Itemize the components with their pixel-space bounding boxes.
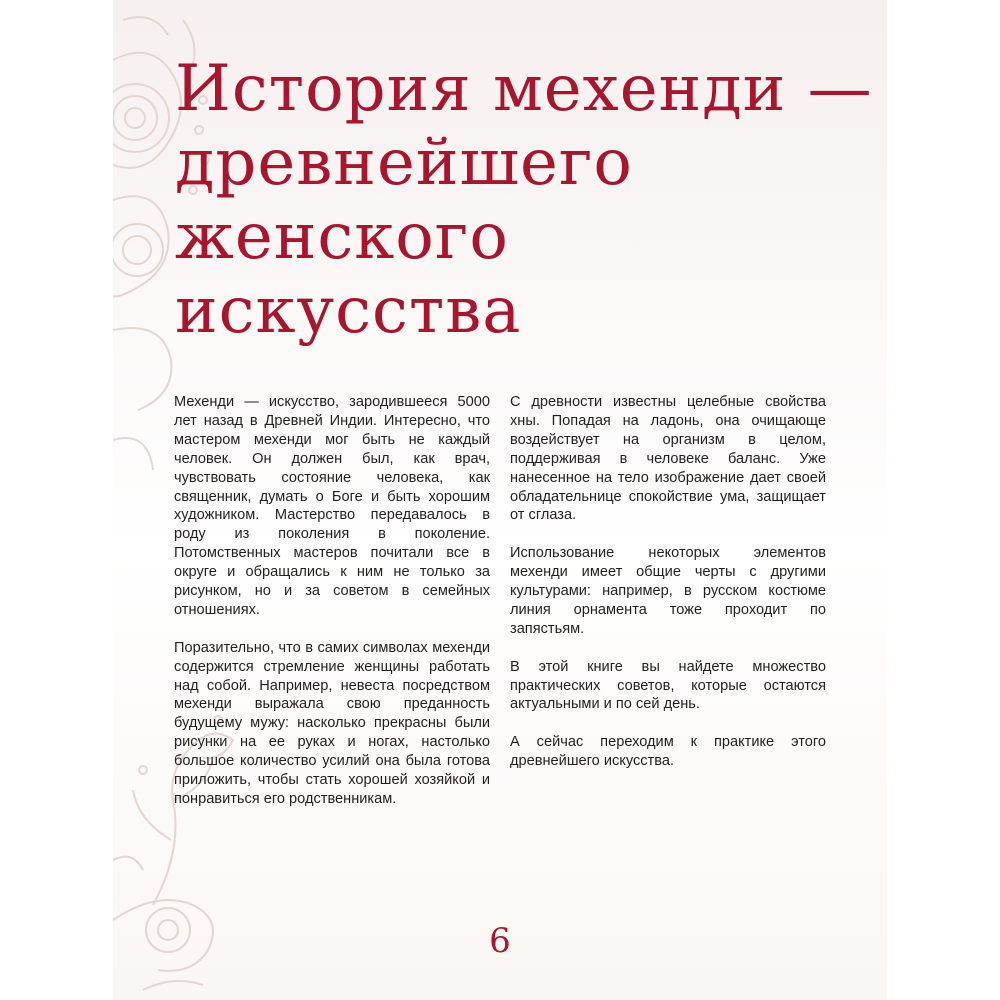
paragraph: Мехенди — искусство, зародившееся 5000 лет назад в Древней Индии. Интересно, что мастером мехенди мог быть не каждый человек. Он должен был, как врач, чувствовать состояние человека, как священник, думать о Боге и быть хорошим художником. Мастерство передавалось в роду из поколения в поколение. Потомственных мастеров почитали все в округе и обращались к ним не только за рисунком, но и за советом в семейных отношениях. xyxy=(174,394,490,618)
book-page xyxy=(113,0,887,1000)
paragraph: В этой книге вы найдете множество практических советов, которые остаются актуальными и по сей день. xyxy=(510,658,826,713)
title-line-2: древнейшего xyxy=(175,126,633,200)
paragraph: С древности известны целебные свойства хны. Попадая на ладонь, она очищающе воздействует на организм в целом, поддерживая в человеке баланс. Уже нанесенное на тело изображение дает своей обладательнице спокойствие ума, защищает от сглаза. xyxy=(510,394,826,524)
page-title xyxy=(175,52,873,348)
paragraph: Использование некоторых элементов мехенди имеет общие черты с другими культурами: например, в русском костюме линия орнамента тоже проходит по запястьям. xyxy=(510,545,826,637)
paragraph: Поразительно, что в самих символах мехенди содержится стремление женщины работать над собой. Например, невеста посредством мехенди выражала свою преданность будущему мужу: насколько прекрасны были рисунки на ее руках и ногах, настолько большое количество усилий она была готова приложить, чтобы стать хорошей хозяйкой и понравиться его родственникам. xyxy=(174,639,490,808)
title-line-1: История мехенди — xyxy=(175,52,873,126)
left-text-column xyxy=(174,393,490,828)
title-line-4: искусства xyxy=(175,274,522,348)
page-number: 6 xyxy=(489,921,511,961)
paragraph: А сейчас переходим к практике этого древнейшего искусства. xyxy=(510,734,826,770)
right-text-column xyxy=(510,393,826,790)
title-line-3: женского xyxy=(175,200,509,274)
